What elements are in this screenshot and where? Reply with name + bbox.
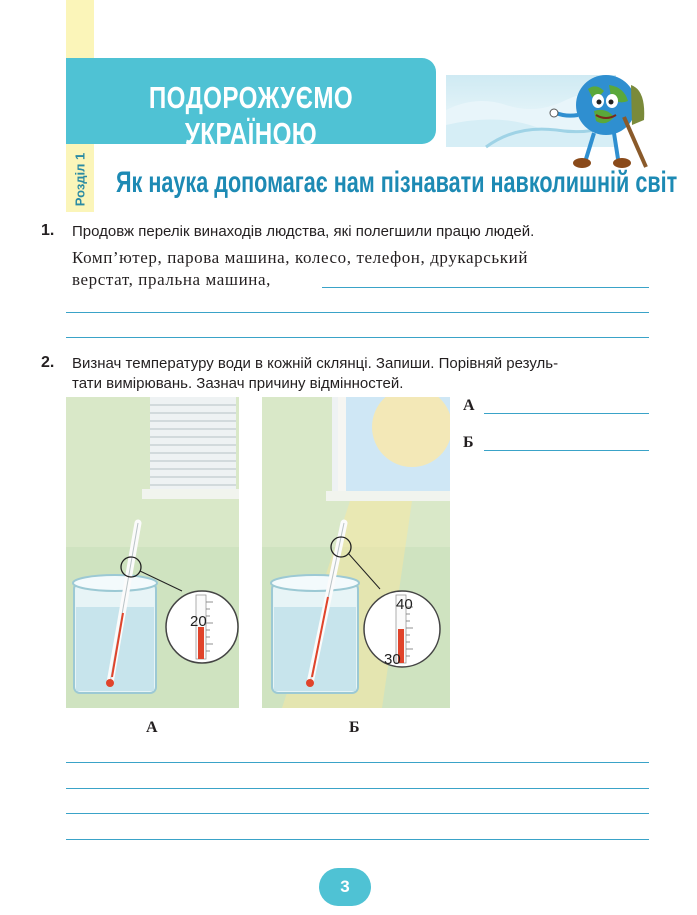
answer-line[interactable]: [66, 762, 649, 763]
answer-b-line[interactable]: [484, 450, 649, 451]
scale-label-b-bottom: 30: [384, 651, 401, 668]
answer-a-label: А: [463, 397, 475, 414]
answer-line[interactable]: [66, 312, 649, 313]
task-1-list-line2: верстат, пральна машина,: [72, 270, 272, 289]
photo-a-jar-thermometer: [66, 397, 239, 708]
mercury-column-a: [198, 627, 204, 659]
chapter-title: ПОДОРОЖУЄМО УКРАЇНОЮ: [148, 80, 354, 151]
photo-b-jar-thermometer: [262, 397, 450, 708]
task-1-prompt: Продовж перелік винаходів людства, які полегшили працю людей.: [72, 223, 535, 240]
task-2-prompt-line2: тати вимірювань. Зазнач причину відмінностей.: [72, 375, 404, 392]
photo-a-caption: А: [146, 719, 158, 736]
answer-a-line[interactable]: [484, 413, 649, 414]
chapter-banner: [66, 58, 436, 151]
task-1-number: 1.: [41, 222, 55, 239]
globe-mascot-illustration: [446, 55, 652, 175]
answer-b-label: Б: [463, 434, 474, 451]
page-number: 3: [319, 868, 371, 906]
scale-label-a: 20: [190, 613, 207, 630]
photo-b-caption: Б: [349, 719, 360, 736]
task-2-prompt-line1: Визнач температуру води в кожній склянці. Запиши. Порівняй резуль-: [72, 355, 559, 372]
task-2-number: 2.: [41, 354, 55, 371]
section-label: Розділ 1: [72, 152, 88, 206]
scale-label-b-top: 40: [396, 596, 413, 613]
answer-line[interactable]: [66, 337, 649, 338]
answer-line[interactable]: [66, 788, 649, 789]
answer-line[interactable]: [322, 287, 649, 288]
answer-line[interactable]: [66, 839, 649, 840]
answer-line[interactable]: [66, 813, 649, 814]
task-1-list-line1: Комп’ютер, парова машина, колесо, телефон, друкарський: [72, 248, 529, 267]
topic-title: Як наука допомагає нам пізнавати навколишній світ: [116, 166, 678, 199]
